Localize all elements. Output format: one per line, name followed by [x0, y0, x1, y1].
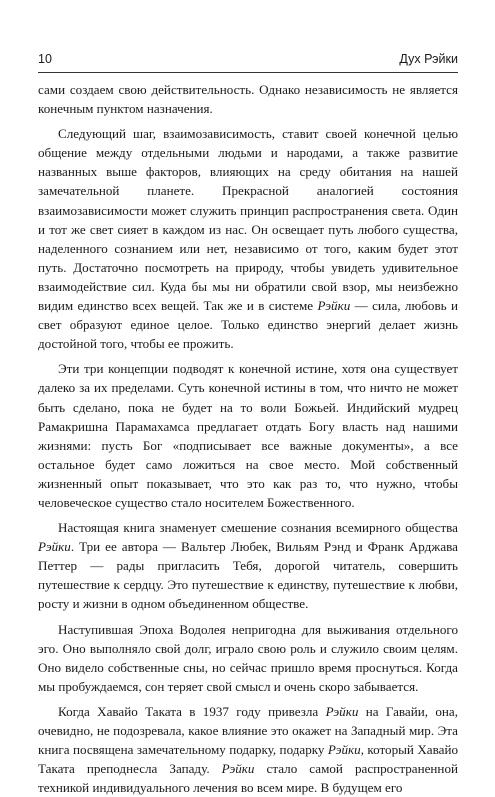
text-run: стало самой распространенной техникой индивидуального лечения во всем мире. В будущем его — [38, 761, 458, 796]
text-run: , который Хавайо Таката преподнесла Западу. — [38, 742, 458, 777]
text-run: Когда Хавайо Таката в 1937 году привезла — [58, 703, 326, 719]
text-run: Следующий шаг, взаимозависимость, ставит своей конечной целью общение между отдельными людьми и народами, а также развитие названных выше факторов, влияющих на среду обитания на нашей замечательной планете. Прекрасной аналогией состояния взаимозависимости может служить принцип распространения света. Один и тот же свет сияет в каждом из нас. Он освещает путь любого существа, наделенного сознанием или нет, независимо от того, каким будет этот путь. Достаточно посмотреть на природу, чтобы увидеть удивительное взаимодействие сил. Куда бы мы ни обратили свой взор, мы неизбежно видим единство всех вещей. Так же и в системе — [38, 126, 458, 314]
paragraph — [38, 620, 458, 696]
text-run: на Гавайи, она, очевидно, не подозревала, какое влияние это окажет на Западный мир. Эта книга посвящена замечательному подарку, подарку — [38, 703, 458, 758]
text-run: Эти три концепции подводят к конечной истине, хотя она существует далеко за их пределами. Суть конечной истины в том, что ничто не может быть сделано, пока не будет на то воли Божьей. Индийский мудрец Рамакришна Парамахамса предлагает отдать Богу власть над нашими жизнями: пусть Бог «подписывает все важные документы», а все остальное будет само ложиться на свое место. Мой собственный жизненный опыт показывает, что это как раз то, что нужно, чтобы человеческое существо стало носителем Божественного. — [38, 361, 458, 510]
italic-term: Рэйки — [327, 742, 361, 758]
paragraph — [38, 702, 458, 797]
page-number: 10 — [38, 52, 52, 66]
paragraph — [38, 518, 458, 613]
text-run: сами создаем свою действительность. Однако независимость не является конечным пунктом назначения. — [38, 82, 458, 117]
page-header — [38, 50, 458, 73]
text-run: . Три ее автора — Вальтер Любек, Вильям Рэнд и Франк Арджава Петтер — рады пригласить Тебя, дорогой читатель, совершить путешествие к сердцу. Это путешествие к единству, путешествие к любви, росту и жизни в одном объединенном обществе. — [38, 539, 458, 612]
italic-term: Рэйки — [325, 703, 359, 719]
italic-term: Рэйки — [317, 298, 351, 314]
text-run: Наступившая Эпоха Водолея непригодна для выживания отдельного эго. Оно выполняло свой долг, играло свою роль и служило своим целям. Оно видело собственные сны, но сейчас пришло время проснуться. Когда мы пробуждаемся, сон теряет свой смысл и очень скоро забывается. — [38, 621, 458, 694]
body-text — [38, 80, 458, 797]
italic-term: Рэйки — [38, 539, 71, 555]
text-run: Настоящая книга знаменует смешение сознания всемирного общества — [58, 520, 458, 536]
paragraph — [38, 359, 458, 512]
text-run: — сила, любовь и свет образуют единое целое. Только единство энергий делает жизнь достойной того, чтобы ее прожить. — [38, 298, 459, 352]
paragraph — [38, 80, 458, 118]
paragraph — [38, 124, 458, 353]
italic-term: Рэйки — [221, 761, 255, 777]
running-title: Дух Рэйки — [399, 52, 458, 66]
